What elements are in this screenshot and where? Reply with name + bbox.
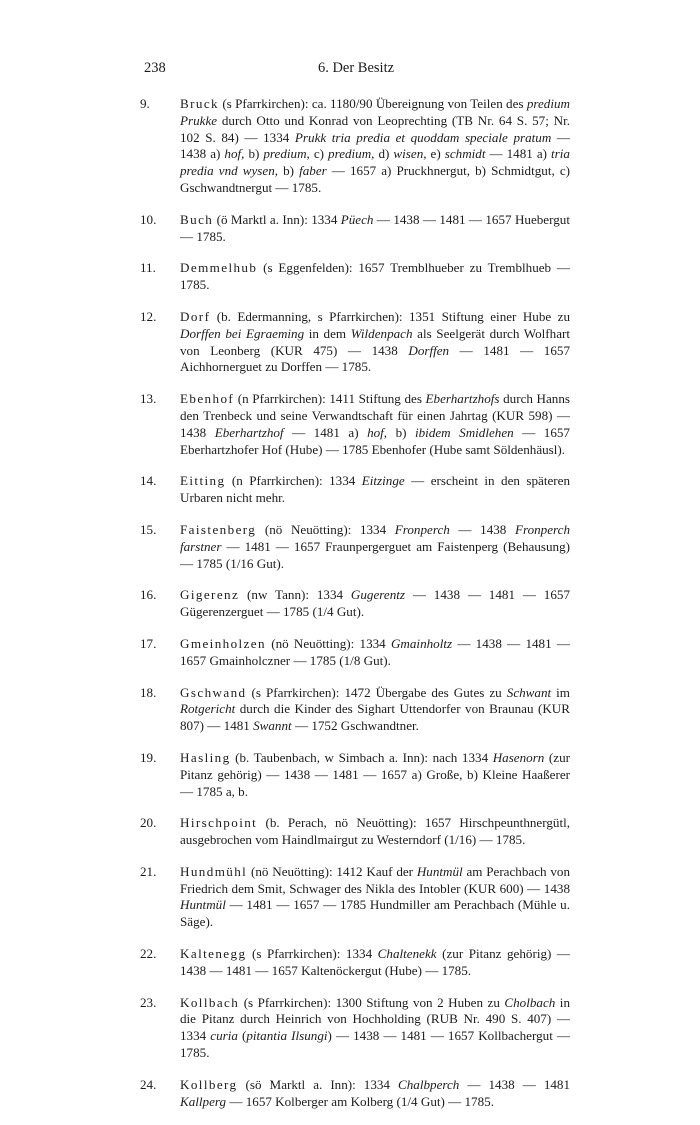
entry-number: 18. <box>140 684 157 700</box>
entry-text: (nö Neuötting): 1412 Kauf der <box>247 863 417 879</box>
page-number: 238 <box>144 60 166 76</box>
historical-form: Püech <box>340 211 374 227</box>
entry-text: (s Pfarrkirchen): 1334 <box>246 946 378 962</box>
historical-form: Gugerentz <box>350 587 405 603</box>
entry-text: — erscheint in den späteren Urbaren nicht mehr. <box>180 473 571 506</box>
entry-text: (s Pfarrkirchen): 1300 Stiftung von 2 Huben zu <box>239 994 505 1010</box>
entry-text: (n Pfarrkirchen): 1411 Stiftung des <box>234 391 426 407</box>
entry-text: (b. Perach, nö Neuötting): 1657 Hirschpeunthnergütl, ausgebrochen vom Haindlmairgut zu Westerndorf (1/16) — 1785. <box>180 815 570 848</box>
place-entry <box>140 391 570 458</box>
entry-text: (s Pfarrkirchen): ca. 1180/90 Übereignung von Teilen des <box>219 96 527 111</box>
entry-number: 10. <box>140 211 157 227</box>
entry-text: — 1481 a) <box>283 424 368 440</box>
entry-text: (zur Pitanz gehörig) — 1438 — 1481 — 1657 a) Große, b) Kleine Haaßerer — 1785 a, b. <box>180 749 570 799</box>
place-entry <box>140 212 570 246</box>
place-name: Eitting <box>180 473 226 489</box>
historical-form: Dorffen bei Egraeming <box>180 325 305 341</box>
historical-form: Swannt <box>253 718 292 734</box>
page-header <box>144 60 568 80</box>
entry-text: b) <box>244 146 264 162</box>
place-entry <box>140 522 570 572</box>
historical-form: Eberhartzhof <box>214 424 284 440</box>
chapter-title: 6. Der Besitz <box>317 60 395 76</box>
entry-number: 12. <box>140 308 157 324</box>
entry-list <box>140 96 570 1125</box>
entry-text: als Seelgerät durch Wolfhart von Leonberg (KUR 475) — 1438 <box>180 325 571 358</box>
historical-form: hof, <box>367 424 388 440</box>
place-entry <box>140 473 570 507</box>
historical-form: Chaltenekk <box>377 946 437 962</box>
entry-text: ( <box>237 1028 247 1044</box>
entry-text: — 1438 — 1481 <box>459 1076 571 1092</box>
place-entry <box>140 815 570 849</box>
entry-text: durch Hanns den Trenbeck und seine Verwandtschaft für einen Jahrtag (KUR 598) — 1438 <box>180 391 570 440</box>
entry-text: — 1481 — 1657 Aichhornerguet zu Dorffen — 1785. <box>180 342 570 375</box>
entry-number: 15. <box>140 521 157 537</box>
historical-form: curia <box>210 1028 238 1044</box>
historical-form: predium, <box>263 146 310 162</box>
entry-text: e) <box>426 146 445 162</box>
entry-number: 24. <box>140 1076 157 1092</box>
entry-text: am Perachbach von Friedrich dem Smit, Schwager des Nikla des Intobler (KUR 600) — 1438 <box>180 863 570 896</box>
entry-number: 9. <box>140 96 150 111</box>
historical-form: Eitzinge <box>361 473 405 489</box>
entry-number: 23. <box>140 994 157 1010</box>
entry-text: c) <box>309 146 329 162</box>
entry-number: 16. <box>140 587 157 603</box>
historical-form: pitantia Ilsungi <box>246 1028 328 1044</box>
place-name: Demmelhub <box>180 260 258 276</box>
place-name: Ebenhof <box>180 391 235 407</box>
place-entry <box>140 587 570 621</box>
place-entry <box>140 309 570 376</box>
entry-text: (nö Neuötting): 1334 <box>265 635 391 651</box>
historical-form: Huntmül <box>416 863 463 879</box>
entry-text: — 1438 a) <box>180 129 570 162</box>
historical-form: Prukk tria predia et quoddam speciale pratum <box>294 129 552 145</box>
entry-text: — 1481 a) <box>485 146 552 162</box>
place-entry <box>140 96 570 197</box>
historical-form: ibidem Smidlehen <box>415 424 514 440</box>
entry-text: in die Pitanz durch Heinrich von Hochholding (RUB Nr. 490 S. 407) — 1334 <box>180 994 570 1044</box>
entry-text: — 1438 — 1481 — 1657 Huebergut — 1785. <box>180 211 570 244</box>
place-name: Kollbach <box>180 994 240 1010</box>
place-name: Buch <box>180 211 214 227</box>
entry-text: (b. Taubenbach, w Simbach a. Inn): nach 1334 <box>230 749 493 765</box>
place-entry <box>140 946 570 980</box>
entry-text: (s Eggenfelden): 1657 Tremblhueber zu Tremblhueb — 1785. <box>180 260 570 293</box>
place-name: Gmeinholzen <box>180 635 266 651</box>
historical-form: hof, <box>224 146 245 162</box>
entry-text: (nö Neuötting): 1334 <box>256 521 395 537</box>
place-name: Hirschpoint <box>180 815 258 831</box>
entry-text: (n Pfarrkirchen): 1334 <box>225 473 362 489</box>
entry-text: in dem <box>304 325 351 341</box>
place-name: Gigerenz <box>180 587 240 603</box>
place-name: Dorf <box>180 308 211 324</box>
entry-text: — 1657 a) Pruckhnergut, b) Schmidtgut, c) Gschwandtnergut — 1785. <box>180 163 570 195</box>
entry-text: (ö Marktl a. Inn): 1334 <box>213 211 341 227</box>
entry-text: im <box>551 684 570 700</box>
place-entry <box>140 864 570 931</box>
entry-number: 22. <box>140 946 157 962</box>
place-name: Bruck <box>180 96 219 111</box>
entry-text: — 1481 — 1657 — 1785 Hundmiller am Perachbach (Mühle u. Säge). <box>180 897 570 930</box>
historical-form: Eberhartzhofs <box>425 391 500 407</box>
entry-text: — 1657 Eberhartzhofer Hof (Hube) — 1785 Ebenhofer (Hube samt Söldenhäusl). <box>180 424 570 457</box>
entry-text: d) <box>374 146 394 162</box>
historical-form: Kallperg <box>180 1093 227 1109</box>
historical-form: Schwant <box>506 684 552 700</box>
historical-form: tria predia vnd wysen, <box>180 146 570 179</box>
entry-text: (b. Edermanning, s Pfarrkirchen): 1351 Stiftung einer Hube zu <box>210 308 570 324</box>
entry-text: (s Pfarrkirchen): 1472 Übergabe des Gutes zu <box>246 684 507 700</box>
historical-form: faber <box>299 163 327 179</box>
entry-number: 21. <box>140 863 157 879</box>
entry-number: 19. <box>140 749 157 765</box>
entry-text: (zur Pitanz gehörig) — 1438 — 1481 — 1657 Kaltenöckergut (Hube) — 1785. <box>180 946 570 978</box>
entry-number: 14. <box>140 473 157 489</box>
historical-form: Gmainholtz <box>390 635 453 651</box>
place-entry <box>140 636 570 670</box>
entry-text: ) — 1438 — 1481 — 1657 Kollbachergut — 1785. <box>180 1028 571 1061</box>
entry-text: durch die Kinder des Sighart Uttendorfer von Braunau (KUR 807) — 1481 <box>180 701 570 734</box>
entry-text: b) <box>387 424 415 440</box>
entry-text: durch Otto und Konrad von Leoprechting (TB Nr. 64 S. 57; Nr. 102 S. 84) — 1334 <box>180 112 570 145</box>
historical-form: Fronperch <box>394 521 450 537</box>
historical-form: Cholbach <box>504 994 556 1010</box>
entry-text: — 1752 Gschwandtner. <box>291 718 419 734</box>
entry-text: b) <box>278 163 300 179</box>
entry-text: (nw Tann): 1334 <box>239 587 351 603</box>
place-name: Faistenberg <box>180 521 257 537</box>
historical-form: predium, <box>328 146 375 162</box>
entry-text: — 1438 <box>449 521 515 537</box>
entry-number: 13. <box>140 391 157 407</box>
place-name: Kollberg <box>180 1076 238 1092</box>
place-name: Hundmühl <box>180 863 248 879</box>
entry-text: — 1438 — 1481 — 1657 Gügerenzerguet — 1785 (1/4 Gut). <box>180 587 570 620</box>
historical-form: schmidt <box>444 146 486 162</box>
historical-form: Dorffen <box>408 342 450 358</box>
entry-text: — 1481 — 1657 Fraunpergerguet am Faistenperg (Behausung) — 1785 (1/16 Gut). <box>180 538 570 571</box>
place-name: Hasling <box>180 749 231 765</box>
place-name: Kaltenegg <box>180 946 247 962</box>
place-entry <box>140 260 570 294</box>
entry-number: 20. <box>140 815 157 831</box>
place-entry <box>140 750 570 800</box>
historical-form: predium Prukke <box>180 96 570 128</box>
historical-form: Rotgericht <box>180 701 236 717</box>
place-entry <box>140 995 570 1062</box>
historical-form: Wildenpach <box>350 325 413 341</box>
entry-text: — 1438 — 1481 — 1657 Gmainholczner — 1785 (1/8 Gut). <box>180 635 570 668</box>
entry-text: — 1657 Kolberger am Kolberg (1/4 Gut) — 1785. <box>226 1093 494 1109</box>
historical-form: Chalbperch <box>398 1076 460 1092</box>
historical-form: Fronperch farstner <box>180 521 570 554</box>
place-entry <box>140 685 570 735</box>
entry-number: 17. <box>140 635 157 651</box>
entry-text: (sö Marktl a. Inn): 1334 <box>237 1076 399 1092</box>
place-name: Gschwand <box>180 684 247 700</box>
entry-number: 11. <box>140 260 156 276</box>
place-entry <box>140 1077 570 1111</box>
historical-form: Huntmül <box>180 897 226 913</box>
historical-form: wisen, <box>393 146 427 162</box>
historical-form: Hasenorn <box>492 749 545 765</box>
